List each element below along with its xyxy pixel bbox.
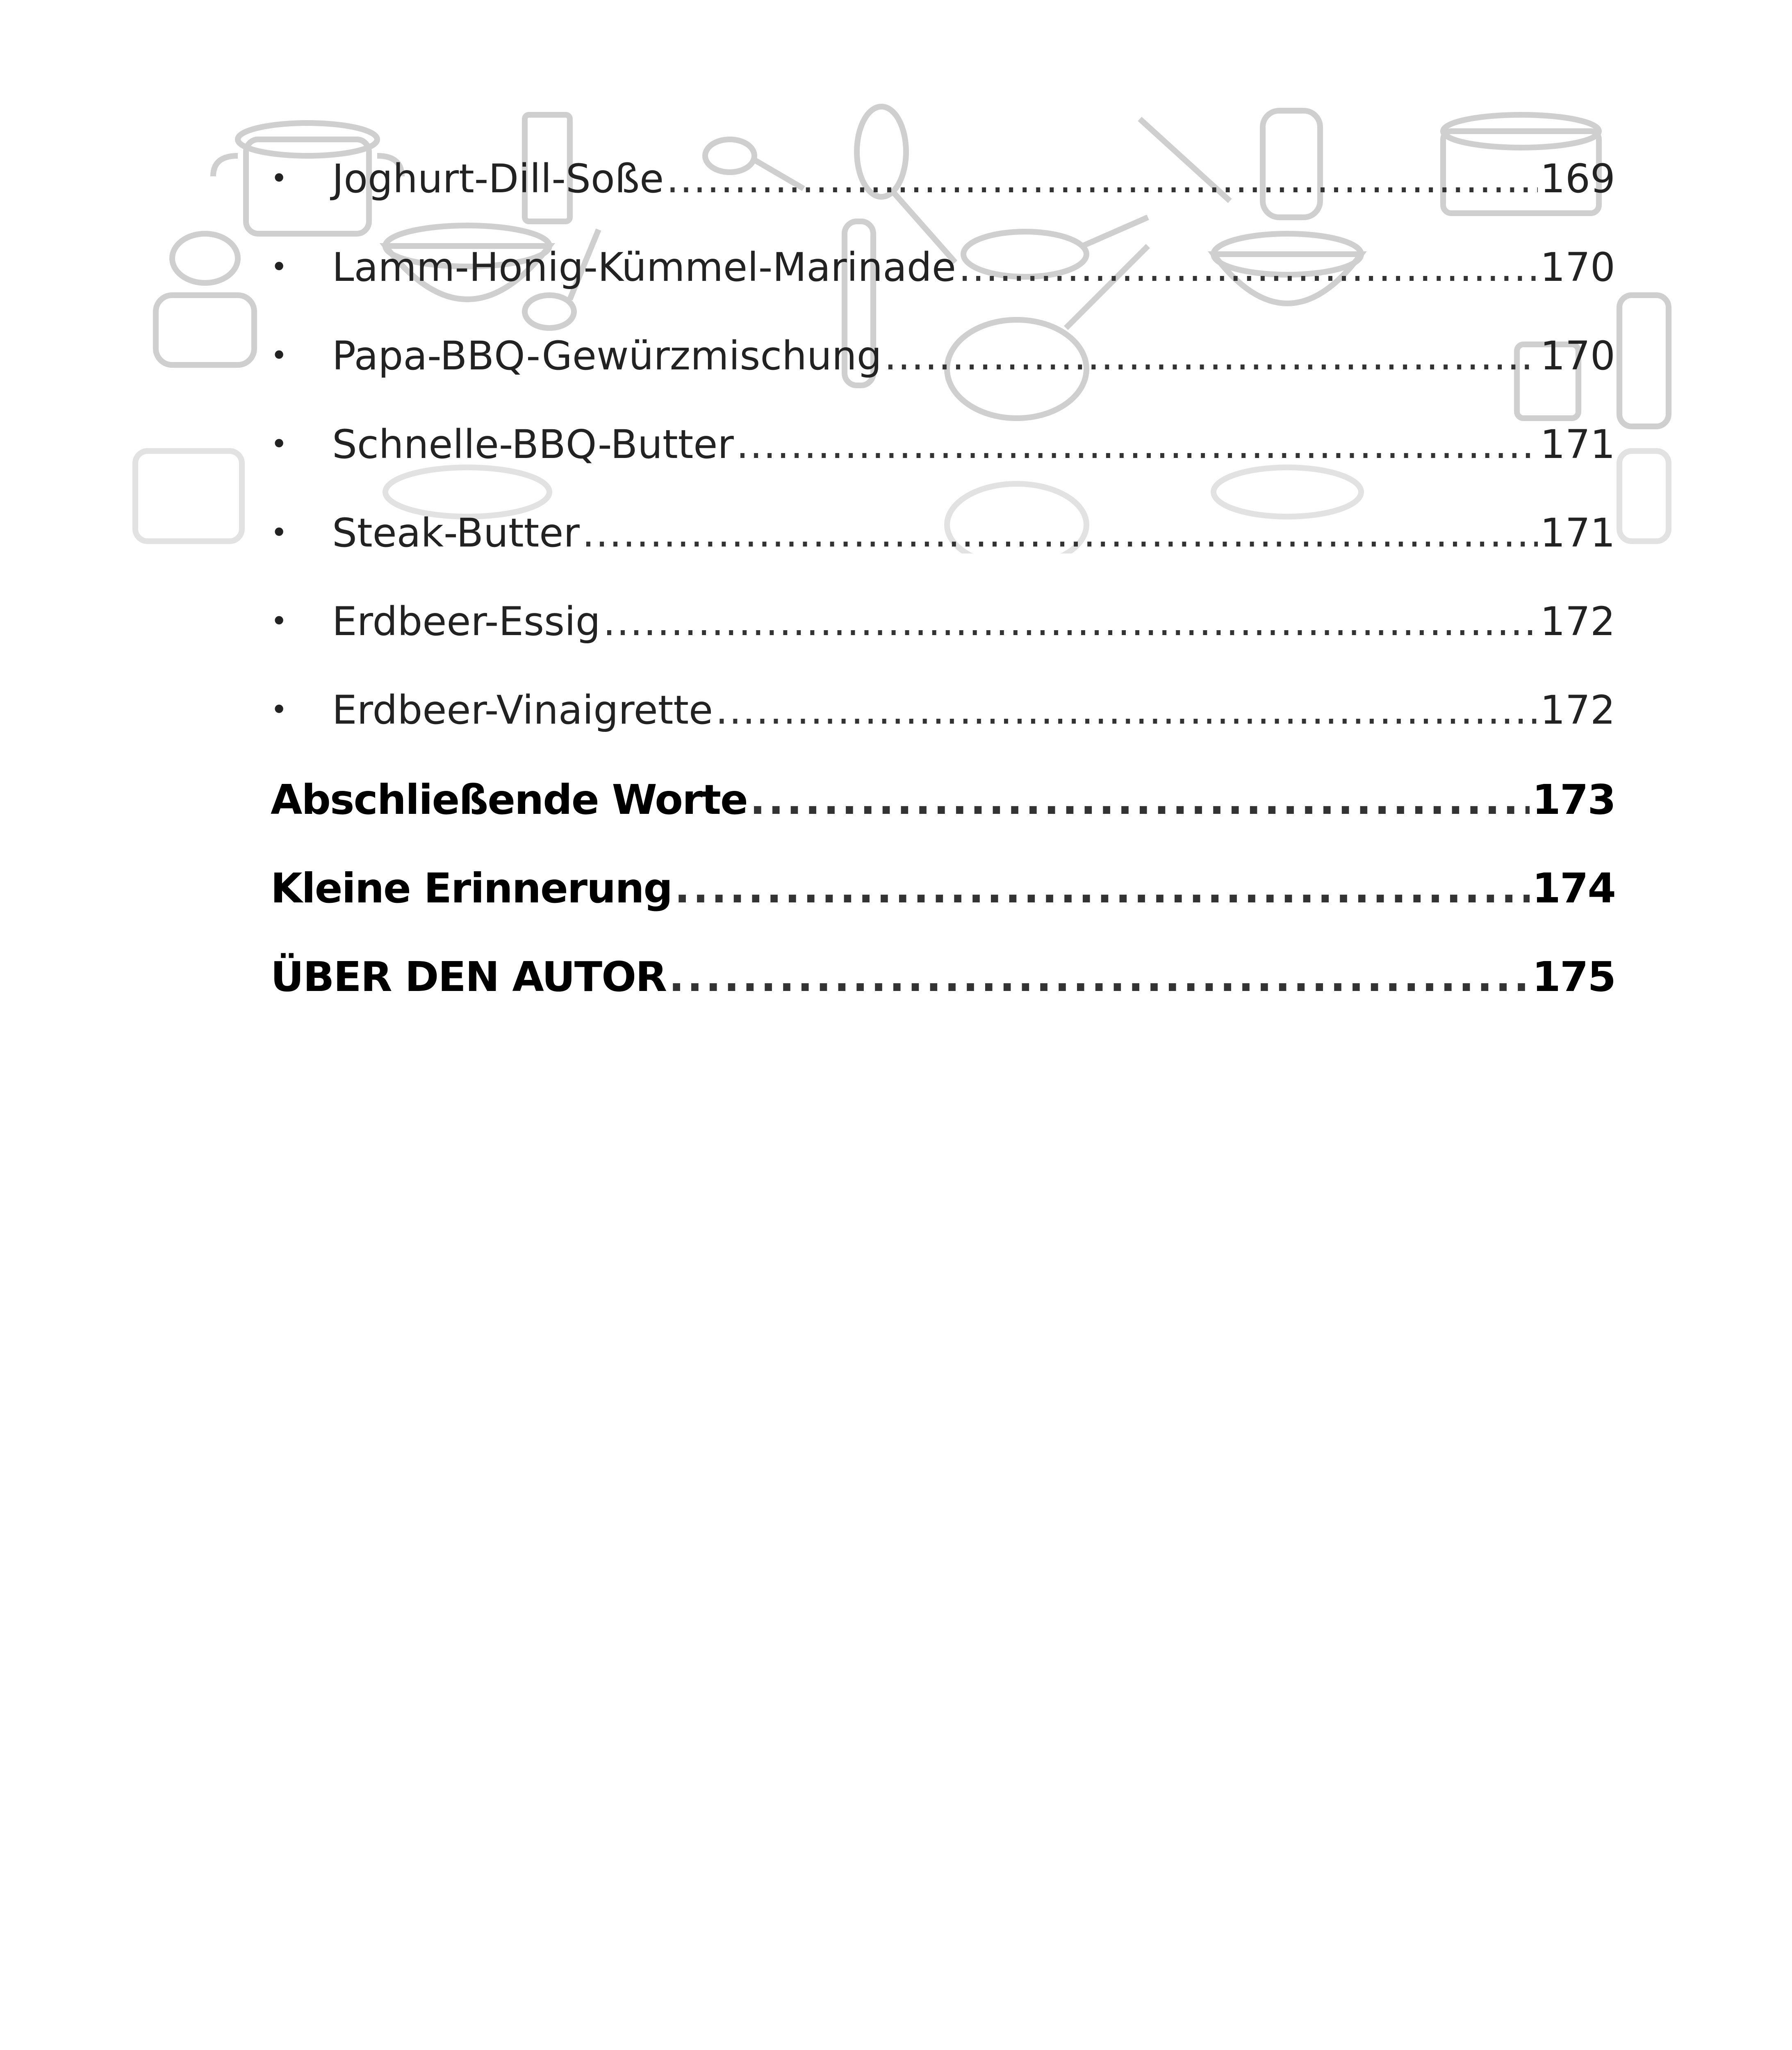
grater-icon <box>1619 451 1669 541</box>
toc-entry-kleine-erinnerung[interactable] <box>271 864 1615 953</box>
bullet: • <box>271 604 288 638</box>
toc-entry-title: Lamm-Honig-Kümmel-Marinade <box>332 244 956 290</box>
toc-entry-page: 171 <box>1540 510 1615 556</box>
toc-entry-page: 175 <box>1532 953 1615 1001</box>
dot-leader <box>736 421 1538 467</box>
toc-entry-title: Kleine Erinnerung <box>271 864 672 912</box>
toc-entry-papa-bbq-gewuerzmischung[interactable] <box>271 333 1615 421</box>
dot-leader <box>669 953 1530 1001</box>
toc-entry-title: Joghurt-Dill-Soße <box>332 156 664 202</box>
toc-entry-page: 172 <box>1540 599 1615 645</box>
dot-leader <box>959 244 1538 290</box>
bullet: • <box>271 162 288 195</box>
dot-leader <box>666 156 1538 202</box>
toc-entry-title: Erdbeer-Vinaigrette <box>332 687 713 733</box>
toc-entry-title: Steak-Butter <box>332 510 580 556</box>
table-of-contents <box>271 156 1615 1041</box>
toc-entry-title: Abschließende Worte <box>271 776 747 824</box>
bullet: • <box>271 427 288 461</box>
dot-leader <box>603 599 1538 645</box>
toc-entry-title: Papa-BBQ-Gewürzmischung <box>332 333 882 379</box>
toc-entry-page: 172 <box>1540 687 1615 733</box>
toc-entry-page: 171 <box>1540 421 1615 467</box>
bullet: • <box>271 516 288 549</box>
dot-leader <box>674 864 1530 912</box>
toc-entry-lamm-honig-kuemmel-marinade[interactable] <box>271 244 1615 333</box>
toc-entry-title: Erdbeer-Essig <box>332 599 601 645</box>
dot-leader <box>582 510 1538 556</box>
toc-entry-ueber-den-autor[interactable] <box>271 953 1615 1041</box>
grater-icon <box>1619 295 1669 426</box>
toc-entry-title: Schnelle-BBQ-Butter <box>332 421 734 467</box>
dot-leader <box>715 687 1538 733</box>
toc-entry-page: 173 <box>1532 776 1615 824</box>
toc-entry-steak-butter[interactable] <box>271 510 1615 599</box>
dot-leader <box>884 333 1538 379</box>
toc-entry-page: 170 <box>1540 333 1615 379</box>
toc-entry-joghurt-dill-sosse[interactable] <box>271 156 1615 244</box>
toc-entry-erdbeer-vinaigrette[interactable] <box>271 687 1615 776</box>
toc-entry-erdbeer-essig[interactable] <box>271 599 1615 687</box>
toc-entry-schnelle-bbq-butter[interactable] <box>271 421 1615 510</box>
pot-icon <box>135 451 242 541</box>
toc-entry-page: 170 <box>1540 244 1615 290</box>
toc-entry-page: 169 <box>1540 156 1615 202</box>
toc-entry-page: 174 <box>1532 864 1615 912</box>
toc-entry-abschliessende-worte[interactable] <box>271 776 1615 864</box>
bullet: • <box>271 250 288 284</box>
dot-leader <box>750 776 1530 824</box>
bullet: • <box>271 339 288 372</box>
casserole-icon <box>156 234 254 365</box>
toc-entry-title: ÜBER DEN AUTOR <box>271 953 667 1001</box>
bullet: • <box>271 693 288 727</box>
